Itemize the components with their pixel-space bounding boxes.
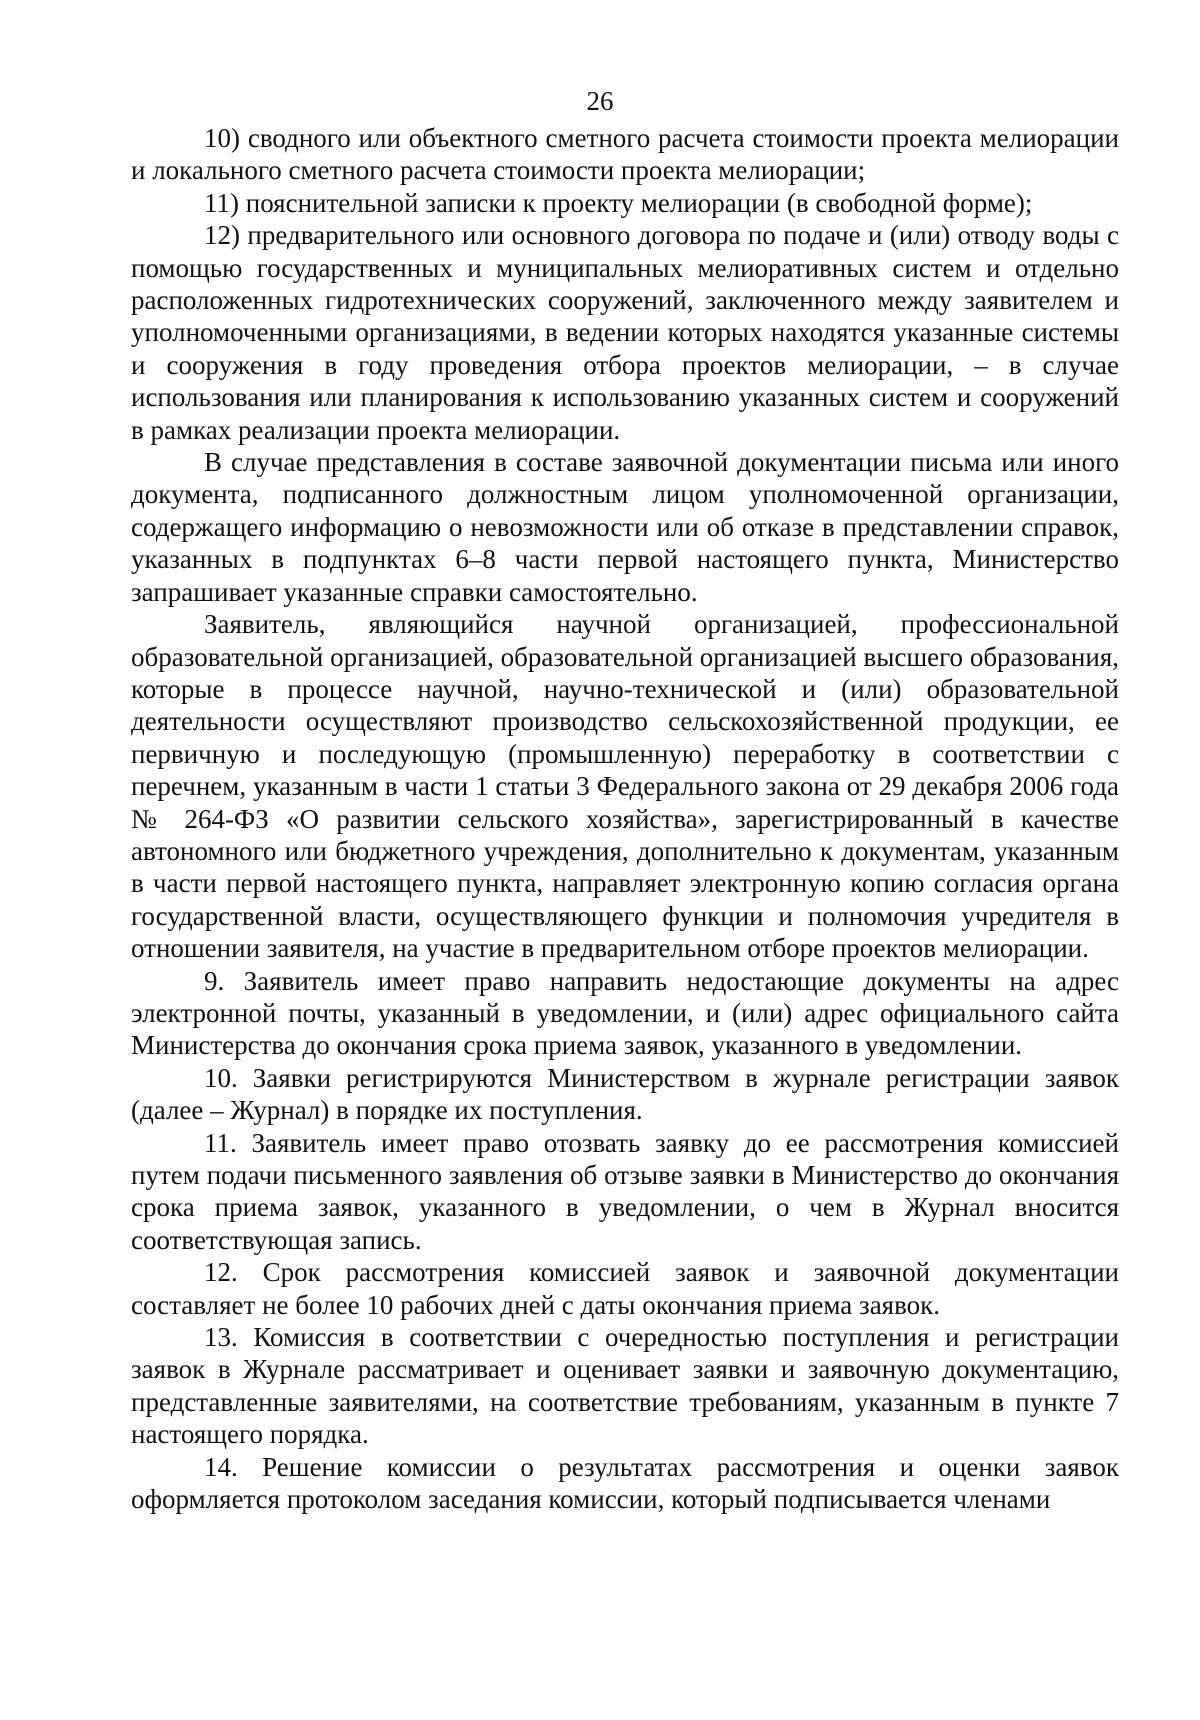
paragraph-clause-13: 13. Комиссия в соответствии с очередностью поступления и регистрации заявок в Журнале рассматривает и оценивает заявки и заявочную документацию, представленные заявителями, на соответствие требованиям, указанным в пункте 7 настоящего порядка. xyxy=(131,1322,1119,1450)
paragraph-item-11: 11) пояснительной записки к проекту мелиорации (в свободной форме); xyxy=(204,187,1033,218)
paragraph-clause-14: 14. Решение комиссии о результатах рассмотрения и оценки заявок оформляется протоколом заседания комиссии, который подписывается членами xyxy=(131,1451,1119,1515)
paragraph-clause-11: 11. Заявитель имеет право отозвать заявку до ее рассмотрения комиссией путем подачи письменного заявления об отзыве заявки в Министерство до окончания срока приема заявок, указанного в уведомлении, о чем в Журнал вносится соответствующая запись. xyxy=(131,1127,1119,1255)
paragraph-clause-10: 10. Заявки регистрируются Министерством в журнале регистрации заявок (далее – Журнал) в порядке их поступления. xyxy=(131,1062,1119,1126)
paragraph-clause-12: 12. Срок рассмотрения комиссией заявок и заявочной документации составляет не более 10 рабочих дней с даты окончания приема заявок. xyxy=(131,1257,1119,1320)
paragraph-item-12: 12) предварительного или основного договора по подаче и (или) отводу воды с помощью государственных и муниципальных мелиоративных систем и отдельно расположенных гидротехнических сооружений, заключенного между заявителем и уполномоченными организациями, в ведении которых находятся указанные системы и сооружения в году проведения отбора проектов мелиорации, – в случае использования или планирования к использованию указанных систем и сооружений в рамках реализации проекта мелиорации. xyxy=(131,220,1119,445)
paragraph-applicant-scientific-org: Заявитель, являющийся научной организацией, профессиональной образовательной организацией, образовательной организацией высшего образования, которые в процессе научной, научно-технической и (или) образовательной деятельности осуществляют производство сельскохозяйственной продукции, ее первичную и последующую (промышленную) переработку в соответствии с перечнем, указанным в части 1 статьи 3 Федерального закона от 29 декабря 2006 года № 264-ФЗ «О развитии сельского хозяйства», зарегистрированный в качестве автономного или бюджетного учреждения, дополнительно к документам, указанным в части первой настоящего пункта, направляет электронную копию согласия органа государственной власти, осуществляющего функции и полномочия учредителя в отношении заявителя, на участие в предварительном отборе проектов мелиорации. xyxy=(131,609,1119,964)
paragraph-letters-refusal: В случае представления в составе заявочной документации письма или иного документа, подписанного должностным лицом уполномоченной организации, содержащего информацию о невозможности или об отказе в представлении справок, указанных в подпунктах 6–8 части первой настоящего пункта, Министерство запрашивает указанные справки самостоятельно. xyxy=(131,447,1119,607)
page-number: 26 xyxy=(586,86,614,116)
paragraph-item-10: 10) сводного или объектного сметного расчета стоимости проекта мелиорации и локального сметного расчета стоимости проекта мелиорации; xyxy=(131,123,1119,186)
paragraph-clause-9: 9. Заявитель имеет право направить недостающие документы на адрес электронной почты, указанный в уведомлении, и (или) адрес официального сайта Министерства до окончания срока приема заявок, указанного в уведомлении. xyxy=(131,965,1119,1061)
document-body xyxy=(131,122,1119,1515)
